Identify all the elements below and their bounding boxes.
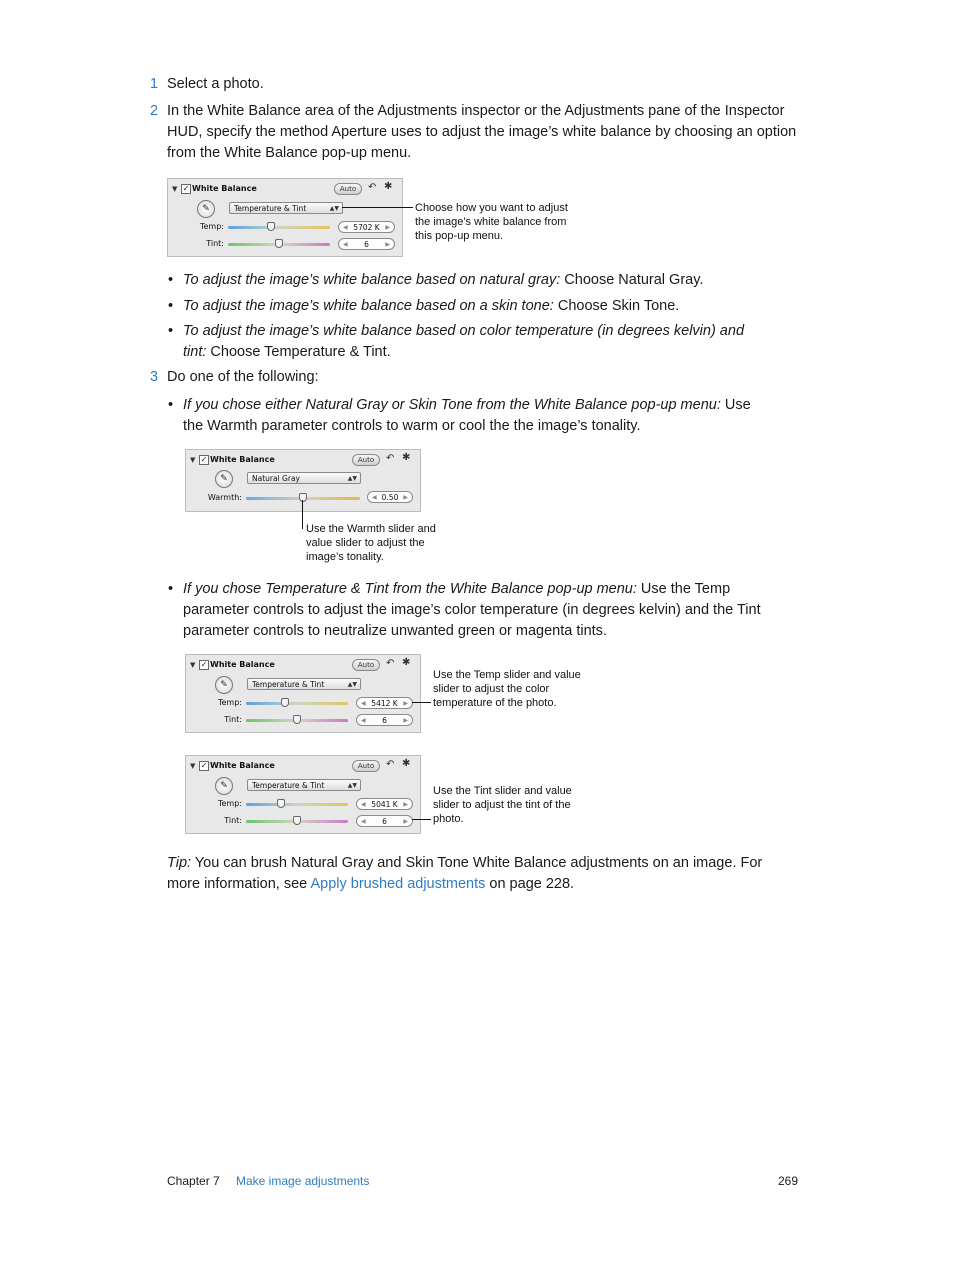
popup-arrows-icon: ▲▼ [347,681,357,688]
temp-value-slider[interactable] [338,221,395,233]
footer-chapter: Chapter 7 [167,1174,220,1188]
tint-label: Tint: [206,239,224,248]
panel-title: White Balance [210,761,275,770]
gear-icon[interactable]: ✱ [402,657,411,668]
bullet: • [168,323,174,339]
temp-slider-track[interactable] [246,803,348,806]
bullet-lead: To adjust the image’s white balance based on natural gray: [183,272,561,288]
tint-label: Tint: [224,715,242,724]
increment-arrow-icon[interactable]: ▶ [403,818,408,825]
callout-line [342,207,413,208]
enable-checkbox[interactable]: ✓ [200,761,208,770]
undo-icon[interactable]: ↶ [386,658,395,669]
gear-icon[interactable]: ✱ [402,452,411,463]
bullet-temperature-tint [183,321,763,363]
increment-arrow-icon[interactable]: ▶ [403,717,408,724]
auto-button[interactable]: Auto [352,659,380,671]
increment-arrow-icon[interactable]: ▶ [403,801,408,808]
tip-paragraph [167,853,797,895]
collapse-triangle-icon[interactable]: ▼ [190,762,196,770]
white-balance-panel-temp [185,654,421,733]
white-balance-panel-1 [167,178,403,257]
popup-value: Temperature & Tint [252,781,325,790]
decrement-arrow-icon[interactable]: ◀ [343,241,348,248]
white-balance-panel-tint [185,755,421,834]
bullet-temp-tint-controls [183,579,788,642]
temp-value: 5702 K [353,223,380,232]
bullet-lead: To adjust the image’s white balance based on a skin tone: [183,298,554,314]
collapse-triangle-icon[interactable]: ▼ [190,661,196,669]
bullet-rest: Choose Temperature & Tint. [206,344,391,360]
callout-warmth: Use the Warmth slider and value slider to adjust the image’s tonality. [306,523,436,563]
callout-line [412,819,431,820]
temp-label: Temp: [217,799,242,808]
temp-slider-track[interactable] [228,226,330,229]
undo-icon[interactable]: ↶ [368,182,377,193]
popup-arrows-icon: ▲▼ [347,782,357,789]
warmth-slider-thumb[interactable] [299,493,307,502]
gear-icon[interactable]: ✱ [384,181,393,192]
enable-checkbox[interactable]: ✓ [200,455,208,464]
step-2-text: In the White Balance area of the Adjustments inspector or the Adjustments pane of the Inspector HUD, specify the method Aperture uses to adjust the image’s white balance by choosing an option from the White Balance pop-up menu. [167,103,797,161]
tint-slider-thumb[interactable] [293,816,301,825]
decrement-arrow-icon[interactable]: ◀ [343,224,348,231]
panel-title: White Balance [192,184,257,193]
tip-label: Tip: [167,855,192,871]
bullet: • [168,397,174,413]
step-1-number: 1 [150,76,159,92]
bullet-natural-gray [183,270,803,291]
white-balance-popup[interactable] [229,202,343,214]
temp-slider-thumb[interactable] [267,222,275,231]
tip-after: on page 228. [485,876,575,892]
temp-slider-track[interactable] [246,702,348,705]
white-balance-popup[interactable] [247,472,361,484]
callout-line [302,500,303,529]
bullet: • [168,581,174,597]
tint-slider-thumb[interactable] [293,715,301,724]
tint-value: 6 [382,716,387,725]
decrement-arrow-icon[interactable]: ◀ [361,717,366,724]
popup-value: Temperature & Tint [234,204,307,213]
panel-title: White Balance [210,660,275,669]
tint-value: 6 [364,240,369,249]
step-1-text: Select a photo. [167,76,264,92]
temp-label: Temp: [217,698,242,707]
bullet: • [168,298,174,314]
callout-tint: Use the Tint slider and value slider to adjust the tint of the photo. [433,785,572,825]
callout-popup: Choose how you want to adjust the image’s white balance from this pop-up menu. [415,202,568,242]
warmth-value-slider[interactable] [367,491,413,503]
bullet-rest: Use the Temp parameter controls to adjust the image’s color temperature (in degrees kelvin) and the Tint parameter controls to neutralize unwanted green or magenta tints. [183,581,761,639]
popup-value: Temperature & Tint [252,680,325,689]
tip-text: You can brush Natural Gray and Skin Tone White Balance adjustments on an image. For more information, see [167,855,763,892]
increment-arrow-icon[interactable]: ▶ [385,241,390,248]
bullet-warmth [183,395,773,437]
eyedropper-icon[interactable]: ✎ [197,200,215,218]
footer-chapter-title-link[interactable]: Make image adjustments [236,1174,370,1188]
eyedropper-icon[interactable]: ✎ [215,777,233,795]
decrement-arrow-icon[interactable]: ◀ [372,494,377,501]
popup-value: Natural Gray [252,474,300,483]
bullet-rest: Choose Natural Gray. [560,272,704,288]
temp-value: 5412 K [371,699,398,708]
callout-temp: Use the Temp slider and value slider to adjust the color temperature of the photo. [433,669,581,709]
white-balance-panel-warmth [185,449,421,512]
temp-label: Temp: [199,222,224,231]
gear-icon[interactable]: ✱ [402,758,411,769]
temp-value: 5041 K [371,800,398,809]
warmth-label: Warmth: [207,493,242,502]
callout-line [412,702,431,703]
decrement-arrow-icon[interactable]: ◀ [361,700,366,707]
step-2-number: 2 [150,103,159,119]
temp-slider-thumb[interactable] [281,698,289,707]
bullet-skin-tone [183,296,803,317]
white-balance-popup[interactable] [247,779,361,791]
temp-value-slider[interactable] [356,697,413,709]
step-3-number: 3 [150,369,159,385]
bullet-lead: If you chose Temperature & Tint from the White Balance pop-up menu: [183,581,637,597]
panel-title: White Balance [210,455,275,464]
collapse-triangle-icon[interactable]: ▼ [172,185,178,193]
eyedropper-icon[interactable]: ✎ [215,676,233,694]
increment-arrow-icon[interactable]: ▶ [403,494,408,501]
popup-arrows-icon: ▲▼ [329,205,339,212]
step-3-text: Do one of the following: [167,369,319,385]
tint-value: 6 [382,817,387,826]
tint-value-slider[interactable] [356,714,413,726]
undo-icon[interactable]: ↶ [386,453,395,464]
tint-label: Tint: [224,816,242,825]
enable-checkbox[interactable]: ✓ [200,660,208,669]
auto-button[interactable]: Auto [352,760,380,772]
tint-value-slider[interactable] [356,815,413,827]
increment-arrow-icon[interactable]: ▶ [385,224,390,231]
auto-button[interactable]: Auto [352,454,380,466]
page-number: 269 [777,1174,798,1188]
bullet: • [168,272,174,288]
tint-slider-thumb[interactable] [275,239,283,248]
auto-button[interactable]: Auto [334,183,362,195]
collapse-triangle-icon[interactable]: ▼ [190,456,196,464]
enable-checkbox[interactable]: ✓ [182,184,190,193]
bullet-rest: Use the Warmth parameter controls to warm or cool the the image’s tonality. [183,397,751,434]
bullet-rest: Choose Skin Tone. [553,298,680,314]
white-balance-popup[interactable] [247,678,361,690]
apply-brushed-adjustments-link[interactable]: Apply brushed adjustments [310,876,486,892]
eyedropper-icon[interactable]: ✎ [215,470,233,488]
tint-value-slider[interactable] [338,238,395,250]
decrement-arrow-icon[interactable]: ◀ [361,818,366,825]
bullet-lead: To adjust the image’s white balance based on color temperature (in degrees kelvin) and tint: [183,323,745,360]
decrement-arrow-icon[interactable]: ◀ [361,801,366,808]
temp-slider-thumb[interactable] [277,799,285,808]
increment-arrow-icon[interactable]: ▶ [403,700,408,707]
popup-arrows-icon: ▲▼ [347,475,357,482]
bullet-lead: If you chose either Natural Gray or Skin Tone from the White Balance pop-up menu: [183,397,721,413]
warmth-value: 0.50 [381,493,399,502]
undo-icon[interactable]: ↶ [386,759,395,770]
temp-value-slider[interactable] [356,798,413,810]
